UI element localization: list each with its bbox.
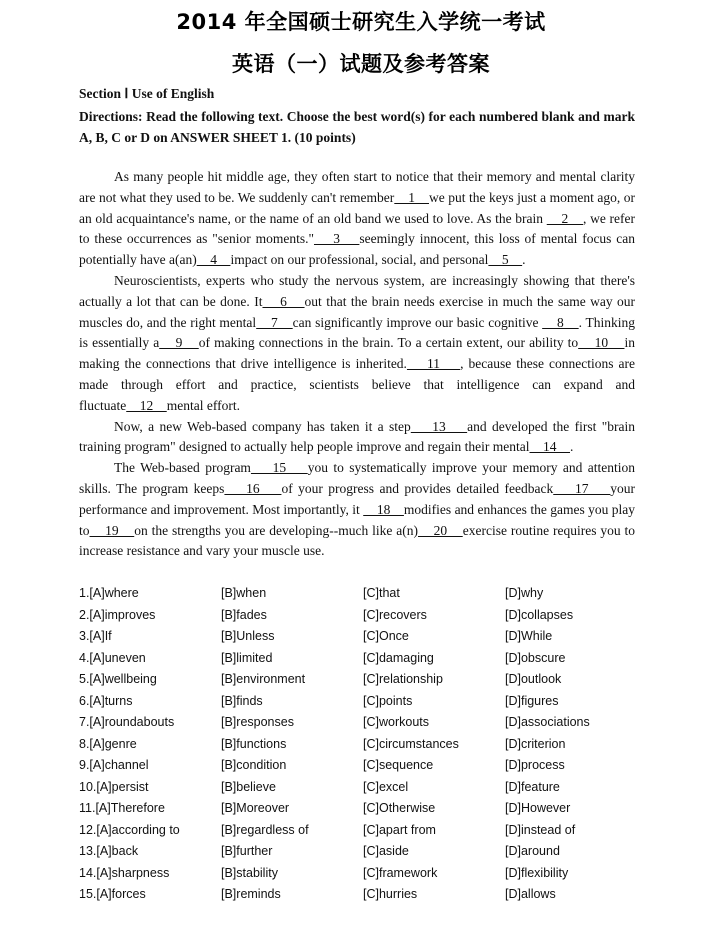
option-c: [C]framework	[363, 865, 438, 880]
passage-text: your performance and improvement. Most importantly, it	[79, 480, 635, 517]
blank-18: 18	[363, 501, 404, 517]
blank-17: 17	[553, 480, 611, 496]
option-d: [D]collapses	[505, 607, 574, 622]
blank-11: 11	[406, 356, 461, 372]
question-options-row	[79, 734, 647, 756]
option-d: [D]around	[505, 844, 560, 858]
question-options-row	[79, 669, 647, 691]
option-d: [D]why	[505, 586, 544, 600]
option-c: [C]workouts	[363, 715, 429, 729]
blank-13: 13	[410, 418, 468, 434]
passage-text: you to systematically improve your memory and attention skills. The program keeps	[79, 460, 635, 496]
option-d: [D]While	[505, 629, 553, 643]
passage-text: impact on our professional, social, and personal	[230, 252, 489, 268]
option-d: [D]obscure	[505, 650, 566, 665]
passage-text: of your progress and provides detailed feedback	[281, 480, 554, 496]
blank-20: 20	[417, 522, 463, 538]
option-d: [D]outlook	[505, 672, 562, 686]
option-d: [D]criterion	[505, 736, 566, 751]
question-options-row	[79, 605, 647, 627]
passage-paragraph	[79, 271, 635, 417]
option-a: 15.[A]forces	[79, 887, 146, 901]
passage-text: .	[570, 439, 574, 455]
passage-text: we put the keys just a moment ago, or an old acquaintance's name, or the name of an old band we used to love. As the brain	[79, 189, 636, 226]
exam-subtitle: 英语（一）试题及参考答案	[232, 52, 490, 76]
question-options-row	[79, 712, 647, 734]
passage-text: , we refer to these occurrences as "senior moments."	[79, 210, 635, 247]
option-a: 9.[A]channel	[79, 758, 149, 772]
passage-text: modifies and enhances the games you play to	[79, 501, 636, 538]
directions-text: Directions: Read the following text. Choose the best word(s) for each numbered blank and mark A, B, C or D on ANSWER SHEET 1. (10 points)	[79, 109, 635, 145]
option-c: [C]sequence	[363, 758, 434, 772]
passage-text: and developed the first "brain training program" designed to actually help people improve and regain their mental	[79, 418, 636, 455]
option-b: [B]Moreover	[221, 801, 290, 815]
option-c: [C]excel	[363, 779, 409, 794]
blank-10: 10	[578, 335, 625, 351]
answer-options-table	[79, 583, 647, 906]
passage-text: .	[522, 252, 526, 268]
blank-1: 1	[394, 189, 429, 205]
passage-text: out that the brain needs exercise in much the same way our muscles do, and the right mental	[79, 293, 635, 330]
option-a: 13.[A]back	[79, 844, 139, 858]
blank-3: 3	[313, 231, 360, 247]
option-c: [C]damaging	[363, 650, 434, 665]
option-d: [D]process	[505, 758, 565, 772]
option-a: 4.[A]uneven	[79, 650, 146, 665]
question-options-row	[79, 777, 647, 799]
blank-6: 6	[262, 293, 305, 309]
question-options-row	[79, 626, 647, 648]
question-options-row	[79, 583, 647, 605]
option-c: [C]Once	[363, 629, 409, 643]
passage-text: exercise routine requires you to increase resistance and vary your muscle use.	[79, 522, 636, 559]
option-a: 3.[A]If	[79, 629, 112, 643]
passage-paragraph	[79, 417, 635, 459]
blank-14: 14	[529, 439, 570, 455]
passage-paragraph	[79, 458, 635, 562]
blank-9: 9	[159, 335, 199, 351]
option-b: [B]finds	[221, 693, 263, 708]
passage-text: , because these connections are made through effort and practice, scientists believe that intelligence can expand and fluctuate	[79, 356, 636, 413]
blank-5: 5	[488, 252, 523, 268]
option-b: [B]responses	[221, 715, 294, 729]
option-b: [B]environment	[221, 672, 306, 686]
option-d: [D]feature	[505, 779, 560, 794]
question-options-row	[79, 841, 647, 863]
question-options-row	[79, 884, 647, 906]
option-d: [D]instead of	[505, 822, 576, 837]
option-a: 8.[A]genre	[79, 736, 137, 751]
blank-16: 16	[224, 480, 282, 496]
blank-8: 8	[542, 314, 579, 330]
exam-title: 2014 年全国硕士研究生入学统一考试	[176, 10, 546, 34]
question-options-row	[79, 798, 647, 820]
option-d: [D]associations	[505, 715, 590, 729]
option-a: 1.[A]where	[79, 586, 139, 600]
option-d: [D]figures	[505, 693, 559, 708]
option-a: 10.[A]persist	[79, 779, 149, 794]
blank-15: 15	[250, 460, 308, 476]
blank-2: 2	[546, 210, 584, 226]
blank-4: 4	[196, 252, 231, 268]
option-b: [B]Unless	[221, 629, 275, 643]
passage-text: in making the connections that drive intelligence is inherited.	[79, 335, 635, 372]
section-heading: Section Ⅰ Use of English	[79, 86, 215, 101]
option-c: [C]recovers	[363, 607, 427, 622]
option-c: [C]points	[363, 693, 413, 708]
option-b: [B]reminds	[221, 887, 281, 901]
option-c: [C]Otherwise	[363, 801, 436, 815]
passage-text: mental effort.	[166, 397, 240, 413]
passage-paragraph	[79, 167, 635, 271]
question-options-row	[79, 691, 647, 713]
passage-text: The Web-based program	[114, 460, 251, 476]
option-a: 11.[A]Therefore	[79, 801, 165, 815]
blank-7: 7	[256, 314, 293, 330]
passage-text: on the strengths you are developing--much like a(n)	[134, 522, 418, 538]
option-c: [C]that	[363, 586, 400, 600]
option-d: [D]However	[505, 801, 571, 815]
option-a: 12.[A]according to	[79, 822, 180, 837]
passage-text: Neuroscientists, experts who study the nervous system, are increasingly showing that there's actually a lot that can be done. It	[79, 272, 635, 309]
passage-text: can significantly improve our basic cognitive	[292, 314, 543, 330]
option-b: [B]believe	[221, 779, 276, 794]
option-a: 5.[A]wellbeing	[79, 672, 157, 686]
passage-text: As many people hit middle age, they often start to notice that their memory and mental clarity are not what they used to be. We suddenly can't remember	[79, 169, 635, 205]
question-options-row	[79, 820, 647, 842]
question-options-row	[79, 755, 647, 777]
option-a: 6.[A]turns	[79, 693, 133, 708]
blank-19: 19	[89, 522, 135, 538]
option-d: [D]allows	[505, 887, 556, 901]
option-b: [B]when	[221, 586, 267, 600]
option-a: 7.[A]roundabouts	[79, 715, 175, 729]
option-a: 14.[A]sharpness	[79, 865, 170, 880]
question-options-row	[79, 863, 647, 885]
option-c: [C]circumstances	[363, 736, 459, 751]
option-b: [B]condition	[221, 758, 287, 772]
option-d: [D]flexibility	[505, 865, 569, 880]
option-b: [B]stability	[221, 865, 278, 880]
option-b: [B]limited	[221, 650, 273, 665]
question-options-row	[79, 648, 647, 670]
option-c: [C]relationship	[363, 672, 443, 686]
option-b: [B]functions	[221, 736, 287, 751]
reading-passage	[79, 167, 635, 562]
passage-text: of making connections in the brain. To a certain extent, our ability to	[198, 335, 579, 351]
option-c: [C]apart from	[363, 822, 436, 837]
option-c: [C]aside	[363, 844, 409, 858]
passage-text: Now, a new Web-based company has taken it a step	[114, 418, 411, 434]
passage-text: seemingly innocent, this loss of mental focus can potentially have a(an)	[79, 231, 636, 268]
option-b: [B]regardless of	[221, 822, 309, 837]
blank-12: 12	[126, 397, 167, 413]
passage-text: . Thinking is essentially a	[79, 314, 636, 351]
option-c: [C]hurries	[363, 887, 418, 901]
option-b: [B]further	[221, 844, 273, 858]
option-b: [B]fades	[221, 607, 267, 622]
option-a: 2.[A]improves	[79, 607, 156, 622]
